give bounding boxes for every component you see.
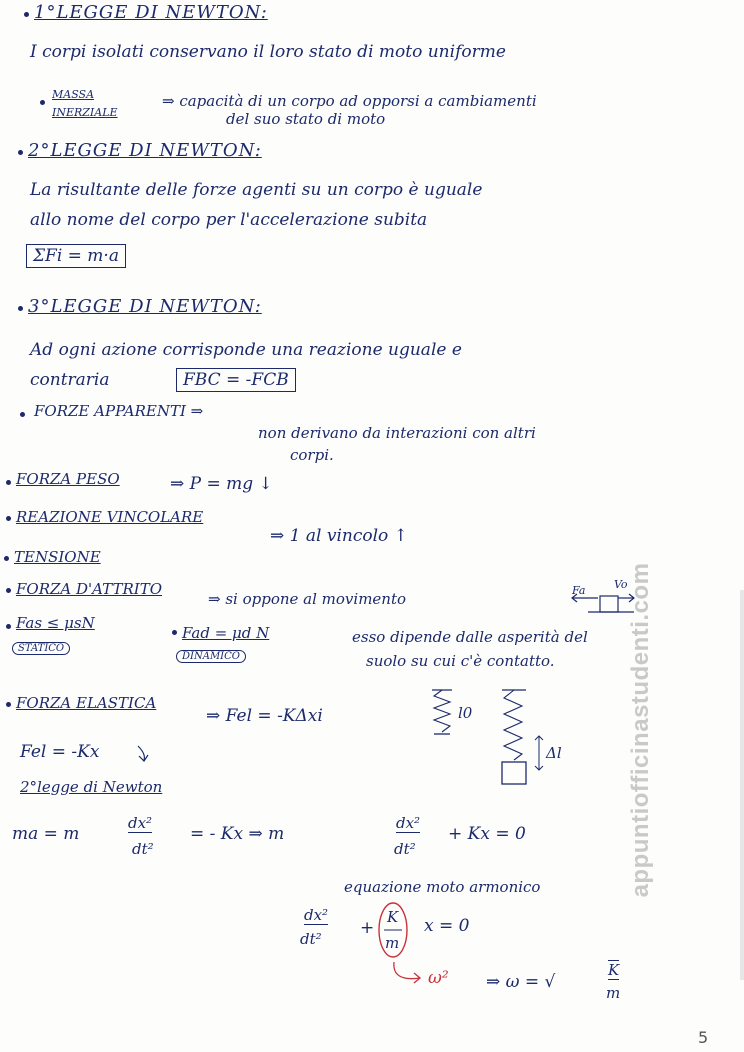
scan-edge: [740, 590, 744, 980]
reazione-text: ⇒ 1 al vincolo ↑: [270, 526, 408, 546]
massa-def-1: ⇒ capacità di un corpo ad opporsi a cambiamenti: [162, 92, 537, 110]
watermark: appuntiofficinastudenti.com: [627, 562, 654, 898]
eq2-m: m: [385, 934, 400, 952]
reazione-label: REAZIONE VINCOLARE: [16, 508, 204, 526]
law3-text-1: Ad ogni azione corrisponde una reazione uguale e: [30, 340, 462, 360]
law2-formula: ΣFi = m·a: [26, 244, 126, 268]
eq2-num: dx²: [304, 906, 329, 924]
bullet-icon: [6, 480, 11, 485]
bullet-icon: [18, 150, 23, 155]
spring-stretched-icon: [492, 686, 532, 790]
eq-label: equazione moto armonico: [344, 878, 541, 896]
law1-text: I corpi isolati conservano il loro stato di moto uniforme: [30, 42, 506, 62]
bullet-icon: [6, 588, 11, 593]
omega-m: m: [606, 984, 621, 1002]
bullet-icon: [172, 630, 177, 635]
curved-arrow-icon: [134, 742, 154, 764]
page-number: 5: [698, 1028, 709, 1047]
apparenti-text-2: corpi.: [290, 446, 334, 464]
bullet-icon: [20, 412, 25, 417]
massa-def-2: del suo stato di moto: [226, 110, 386, 128]
eq2-rest: x = 0: [424, 916, 470, 936]
eq1-frac2-num: dx²: [396, 814, 421, 832]
law3-title: 3°LEGGE DI NEWTON:: [28, 296, 262, 317]
law1-title: 1°LEGGE DI NEWTON:: [34, 2, 268, 23]
eq1-frac2-den: dt²: [394, 840, 416, 858]
law2-title: 2°LEGGE DI NEWTON:: [28, 140, 262, 161]
apparenti-text-1: non derivano da interazioni con altri: [258, 424, 536, 442]
elastica-label: FORZA ELASTICA: [16, 694, 157, 712]
law2-text-2: allo nome del corpo per l'accelerazione subita: [30, 210, 428, 230]
bullet-icon: [6, 624, 11, 629]
peso-label: FORZA PESO: [16, 470, 120, 488]
bullet-icon: [6, 516, 11, 521]
eq1-right: + Kx = 0: [448, 824, 526, 844]
bullet-icon: [18, 306, 23, 311]
attrito-note-2: suolo su cui c'è contatto.: [366, 652, 555, 670]
fas-tag: STATICO: [12, 642, 70, 655]
bullet-icon: [6, 702, 11, 707]
delta-arrow-icon: [532, 734, 546, 774]
elastica-formula: ⇒ Fel = -KΔxi: [206, 706, 323, 726]
eq2-k: K: [387, 908, 399, 926]
second-law-label: 2°legge di Newton: [20, 778, 163, 796]
attrito-fa: Fa: [572, 584, 586, 597]
apparenti-label: FORZE APPARENTI ⇒: [34, 402, 204, 420]
bullet-icon: [40, 100, 45, 105]
omega-k: K: [608, 961, 620, 979]
spring-relaxed-icon: [428, 686, 458, 746]
law2-text-1: La risultante delle forze agenti su un corpo è uguale: [30, 180, 483, 200]
fad-tag: DINAMICO: [176, 650, 246, 663]
bullet-icon: [24, 12, 29, 17]
red-arrow-icon: [386, 960, 426, 990]
law3-formula: FBC = -FCB: [176, 368, 296, 392]
eq1-frac-den: dt²: [132, 840, 154, 858]
fas-formula: Fas ≤ μsN: [16, 614, 95, 632]
omega-squared: ω²: [428, 968, 449, 988]
massa-label-2: INERZIALE: [52, 106, 118, 119]
eq2-den: dt²: [300, 930, 322, 948]
fad-formula: Fad = μd N: [182, 624, 270, 642]
tensione-label: TENSIONE: [14, 548, 101, 566]
eq1-left: ma = m: [12, 824, 80, 844]
law3-text-2: contraria: [30, 370, 110, 390]
attrito-label: FORZA D'ATTRITO: [16, 580, 162, 598]
omega-def: ⇒ ω = √: [486, 972, 556, 992]
attrito-text: ⇒ si oppone al movimento: [208, 590, 407, 608]
attrito-note-1: esso dipende dalle asperità del: [352, 628, 588, 646]
notes-page: 1°LEGGE DI NEWTON: I corpi isolati conservano il loro stato di moto uniforme MASSA INERZIALE ⇒ capacità di un corpo ad opporsi a cambiamenti del suo stato di moto 2°LEGGE DI NEWTON: La risultante delle forze agenti su un corpo è uguale allo nome del corpo per l'accelerazione subita ΣFi = m·a 3°LEGGE DI NEWTON: Ad ogni azione corrisponde una reazione uguale e contraria FBC = -FCB FORZE APPARENTI ⇒ non derivano da interazioni con altri corpi. FORZA PESO ⇒ P = mg ↓ REAZIONE VINCOLARE ⇒ 1 al vincolo ↑ TENSIONE FORZA D'ATTRITO ⇒ si oppone al movimento Fa Vo Fas ≤ μsN STATICO Fad = μd N DINAMICO esso dipende dalle asperità del suolo su cui c'è contatto. FORZA ELASTICA ⇒ Fel = -KΔxi l0 Δl Fel = -Kx 2°legge di Newton ma = m dx² dt² = - Kx ⇒ m dx² dt² + Kx = 0 equazione moto armonico dx² dt² + K m x = 0 ω² ⇒ ω = √ K m appuntiofficinastudenti.com 5: [0, 0, 744, 1052]
spring-dl: Δl: [546, 744, 562, 762]
eq1-mid: = - Kx ⇒ m: [190, 824, 285, 844]
spring-l0: l0: [458, 704, 473, 722]
fel-formula: Fel = -Kx: [20, 742, 100, 762]
massa-label-1: MASSA: [52, 88, 95, 101]
eq1-frac-num: dx²: [128, 814, 153, 832]
peso-formula: ⇒ P = mg ↓: [170, 474, 273, 494]
attrito-vo: Vo: [614, 578, 628, 591]
bullet-icon: [4, 556, 9, 561]
